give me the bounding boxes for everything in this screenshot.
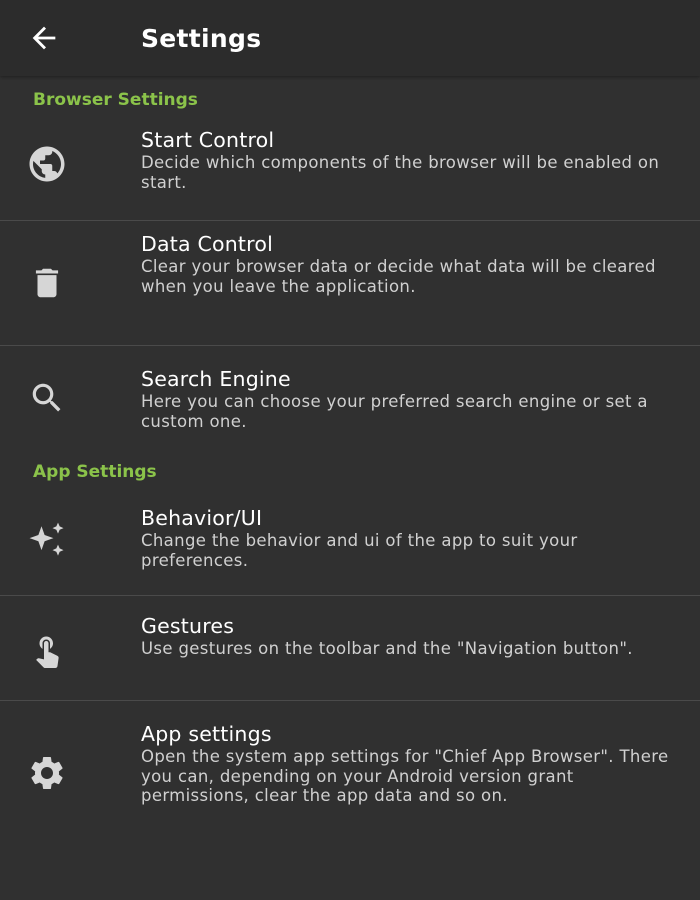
setting-title: Gestures bbox=[141, 614, 235, 638]
setting-summary: Use gestures on the toolbar and the "Navigation button". bbox=[141, 639, 633, 658]
setting-summary: Change the behavior and ui of the app to suit your preferences. bbox=[141, 531, 578, 570]
app-bar bbox=[0, 0, 700, 76]
setting-title: App settings bbox=[141, 722, 272, 746]
setting-item-behavior-ui[interactable] bbox=[0, 488, 700, 596]
setting-item-search-engine[interactable] bbox=[0, 346, 700, 442]
arrow-back-icon bbox=[27, 21, 61, 55]
globe-icon bbox=[25, 142, 69, 186]
setting-item-gestures[interactable] bbox=[0, 596, 700, 701]
setting-summary: Clear your browser data or decide what data will be cleared when you leave the application. bbox=[141, 257, 656, 296]
trash-icon bbox=[25, 261, 69, 305]
setting-summary: Decide which components of the browser will be enabled on start. bbox=[141, 153, 660, 192]
setting-title: Start Control bbox=[141, 128, 275, 152]
sparkles-icon bbox=[25, 518, 69, 562]
page-title: Settings bbox=[141, 24, 262, 53]
setting-summary: Here you can choose your preferred search engine or set a custom one. bbox=[141, 392, 648, 431]
setting-title: Search Engine bbox=[141, 367, 291, 391]
setting-title: Behavior/UI bbox=[141, 506, 263, 530]
back-button[interactable] bbox=[24, 18, 64, 58]
setting-item-start-control[interactable] bbox=[0, 118, 700, 221]
setting-item-data-control[interactable] bbox=[0, 221, 700, 346]
setting-summary: Open the system app settings for "Chief App Browser". There you can, depending on your Android version grant permissions, clear the app data and so on. bbox=[141, 747, 669, 805]
search-icon bbox=[25, 376, 69, 420]
touch-gesture-icon bbox=[25, 628, 69, 672]
section-header-browser-settings: Browser Settings bbox=[33, 90, 198, 110]
setting-title: Data Control bbox=[141, 232, 273, 256]
setting-item-app-settings[interactable] bbox=[0, 701, 700, 841]
section-header-app-settings: App Settings bbox=[33, 462, 157, 482]
gear-icon bbox=[25, 751, 69, 795]
